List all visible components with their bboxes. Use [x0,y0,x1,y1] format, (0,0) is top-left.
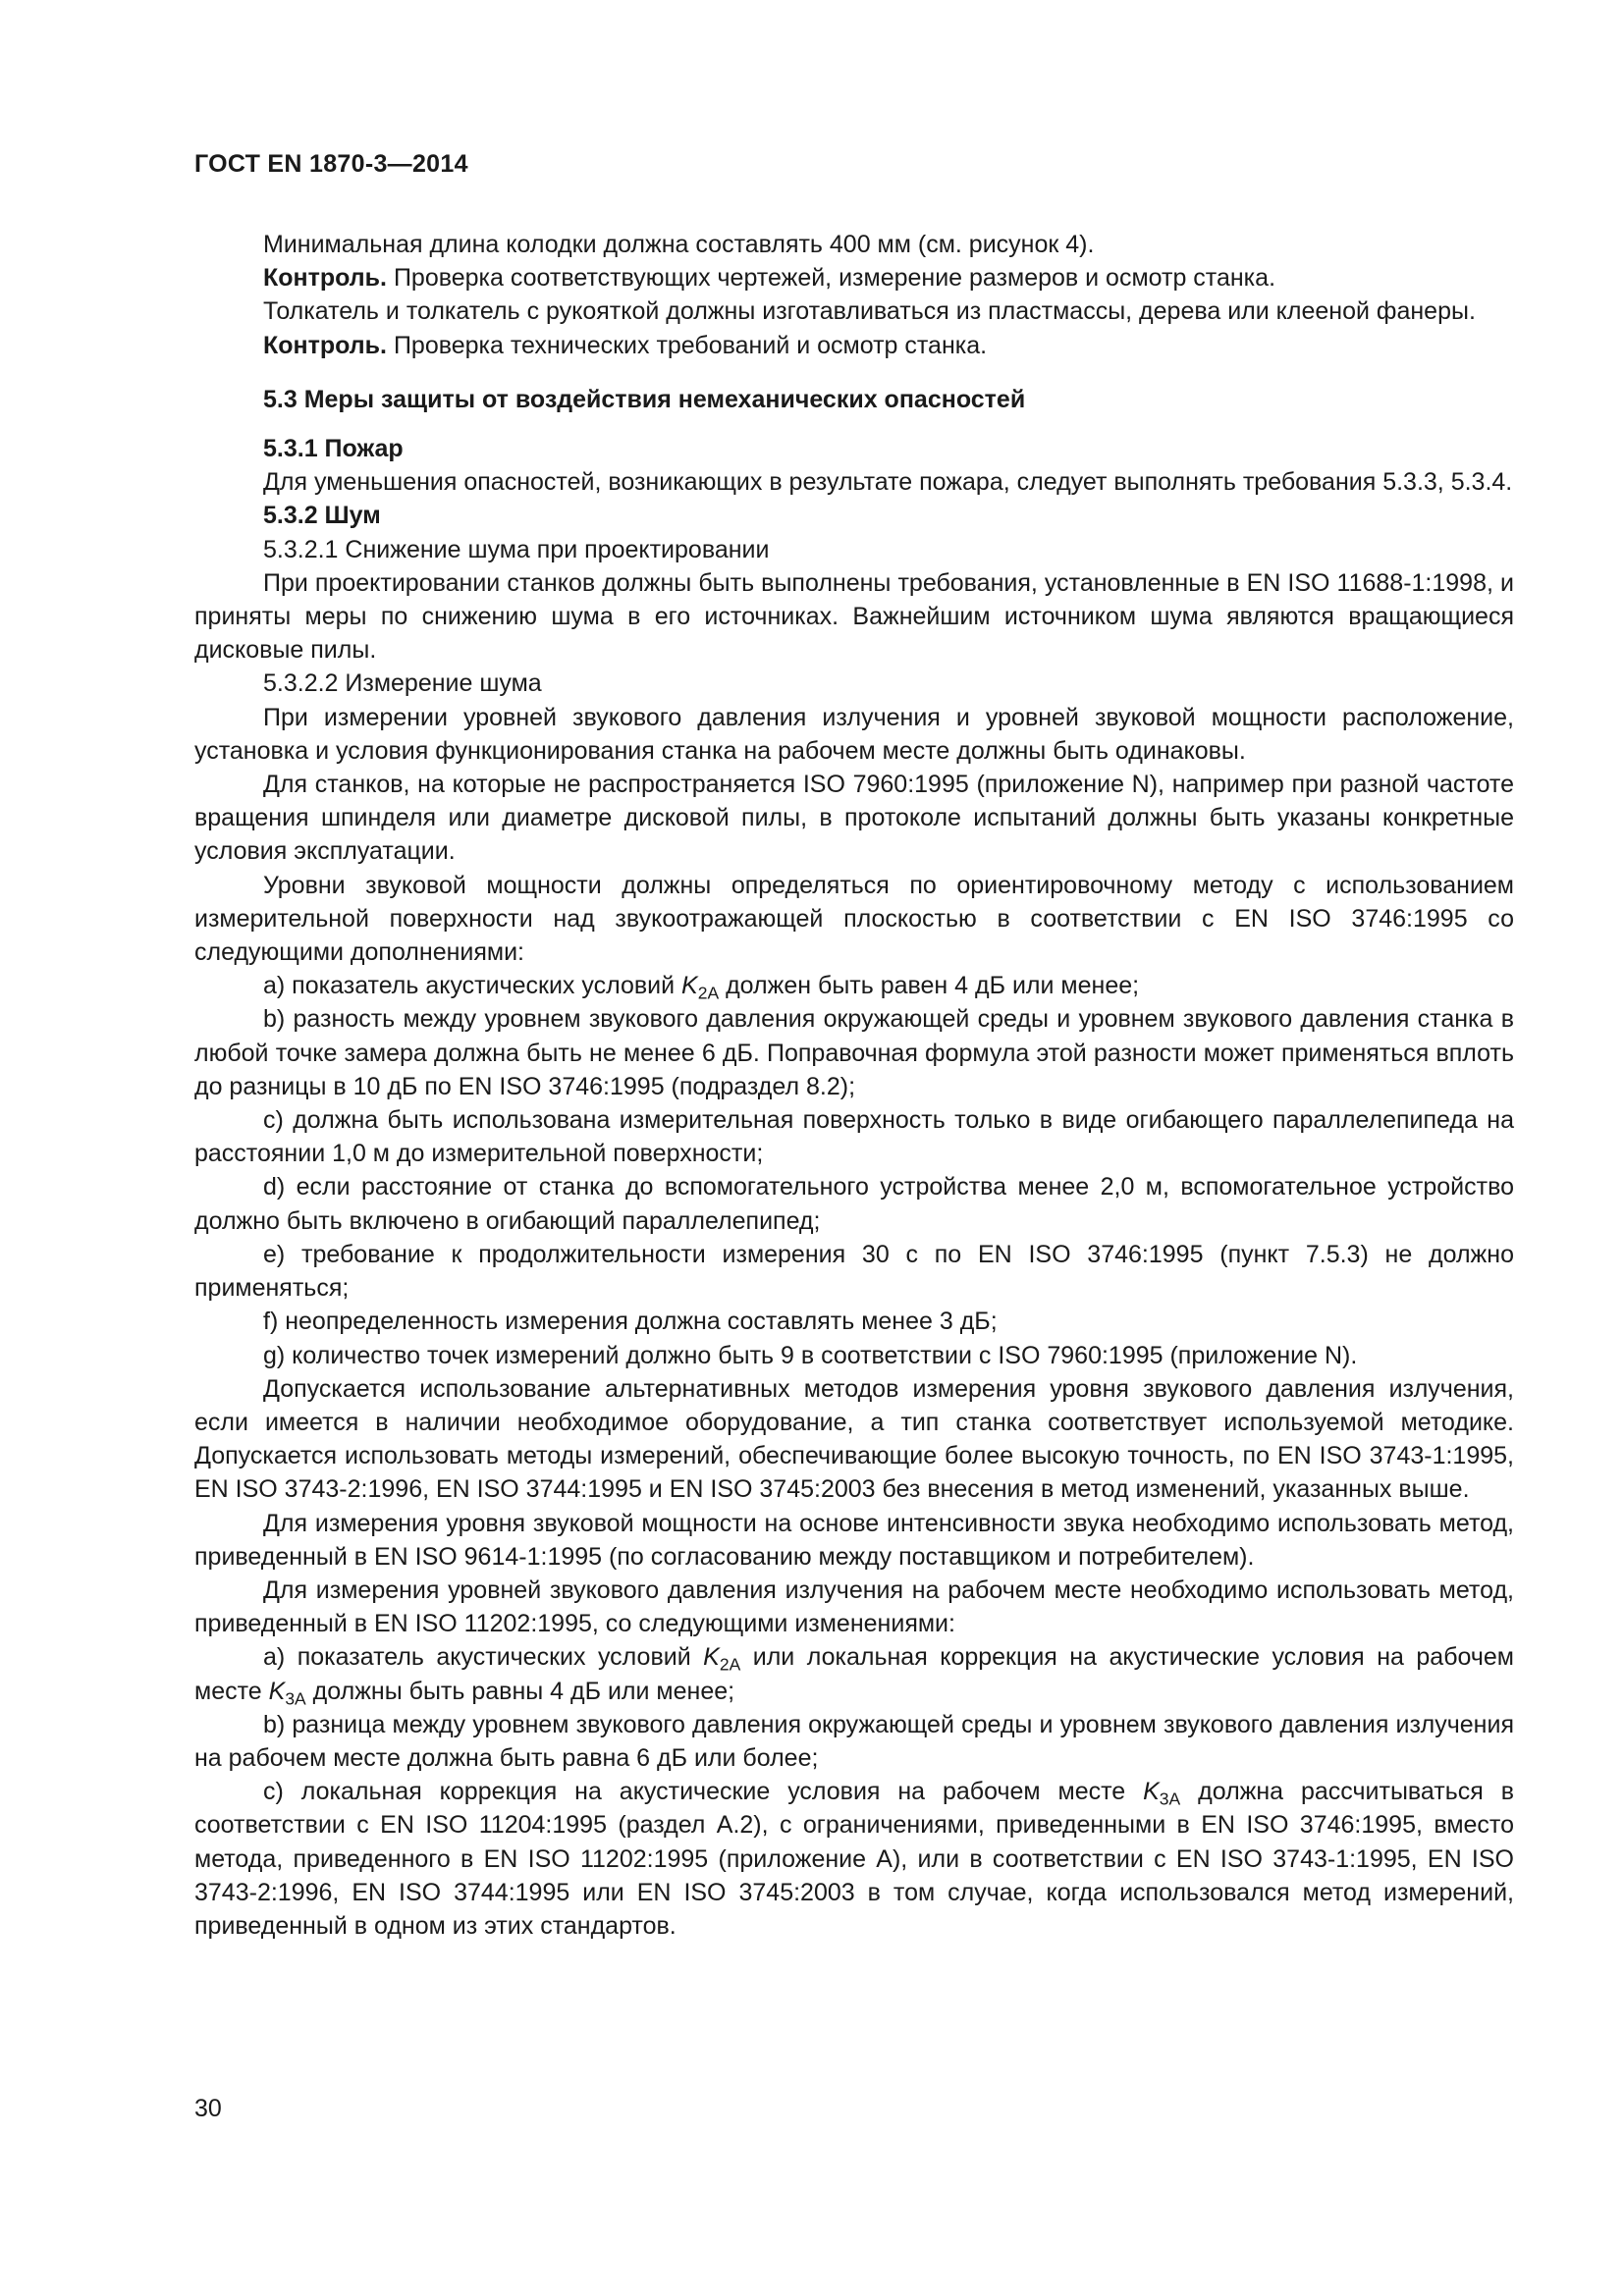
subsection-heading-5-3-2: 5.3.2 Шум [263,502,381,530]
paragraph: При измерении уровней звукового давления излучения и уровней звуковой мощности расположение, установка и условия функционирования станка на рабочем месте должны быть одинаковы. [194,703,1514,765]
list-item-g: g) количество точек измерений должно быть 9 в соответствии с ISO 7960:1995 (приложение N). [263,1341,1358,1369]
symbol-k3a: $K_{3A}$ [1143,1778,1181,1809]
list-item-c: c) локальная коррекция на акустические условия на рабочем месте $K_{3A}$ должна рассчитываться в соответствии с EN ISO 11204:1995 (раздел А.2), с ограничениями, приведенными в EN ISO 3746:1995, вместо метода, приведенного в EN ISO 11202:1995 (приложение А), или в соответствии с EN ISO 3743-1:1995, EN ISO 3743-2:1996, EN ISO 3744:1995 или EN ISO 3745:2003 в том случае, когда использовался метод измерений, приведенный в одном из этих стандартов. [194,1778,1514,1940]
paragraph [194,329,1514,362]
clause-heading-5-3-2-1: 5.3.2.1 Снижение шума при проектировании [263,535,770,563]
document-body [194,228,1514,1943]
paragraph: Для измерения уровня звуковой мощности на основе интенсивности звука необходимо использовать метод, приведенный в EN ISO 9614-1:1995 (по согласованию между поставщиком и потребителем). [194,1509,1514,1571]
paragraph-text: Проверка технических требований и осмотр станка. [393,331,988,359]
paragraph: Минимальная длина колодки должна составлять 400 мм (см. рисунок 4). [263,231,1095,258]
page-number: 30 [194,2095,222,2122]
subsection-heading-5-3-1: 5.3.1 Пожар [263,435,404,463]
control-label: Контроль. [263,331,387,359]
list-item-e: e) требование к продолжительности измерения 30 с по EN ISO 3746:1995 (пункт 7.5.3) не должно применяться; [194,1240,1514,1303]
paragraph: Для измерения уровней звукового давления излучения на рабочем месте необходимо использовать метод, приведенный в EN ISO 11202:1995, со следующими изменениями: [194,1575,1514,1638]
list-item-b: b) разность между уровнем звукового давления окружающей среды и уровнем звукового давления станка в любой точке замера должна быть не менее 6 дБ. Поправочная формула этой разности может применяться вплоть до разницы в 10 дБ по EN ISO 3746:1995 (подраздел 8.2); [194,1005,1514,1100]
list-item-b: b) разница между уровнем звукового давления окружающей среды и уровнем звукового давления излучения на рабочем месте должна быть равна 6 дБ или более; [194,1710,1514,1772]
paragraph [194,261,1514,294]
symbol-k2a: $K_{2A}$ [703,1643,741,1675]
paragraph: Толкатель и толкатель с рукояткой должны изготавливаться из пластмассы, дерева или клееной фанеры. [263,297,1476,326]
symbol-k2a: $K_{2A}$ [681,972,720,1003]
paragraph: При проектировании станков должны быть выполнены требования, установленные в EN ISO 11688-1:1998, и приняты меры по снижению шума в его источниках. Важнейшим источником шума являются вращающиеся дисковые пилы. [194,568,1514,665]
paragraph: Для уменьшения опасностей, возникающих в результате пожара, следует выполнять требования 5.3.3, 5.3.4. [263,468,1513,497]
document-header: ГОСТ EN 1870-3—2014 [194,150,468,178]
control-label: Контроль. [263,264,387,293]
paragraph: Для станков, на которые не распространяется ISO 7960:1995 (приложение N), например при разной частоте вращения шпинделя или диаметре дисковой пилы, в протоколе испытаний должны быть указаны конкретные условия эксплуатации. [194,771,1514,866]
symbol-k3a: $K_{3A}$ [268,1677,306,1708]
paragraph: Допускается использование альтернативных методов измерения уровня звукового давления излучения, если имеется в наличии необходимое оборудование, а тип станка соответствует используемой методике. Допускается использовать методы измерений, обеспечивающие более высокую точность, по EN ISO 3743-1:1995, EN ISO 3743-2:1996, EN ISO 3744:1995 и EN ISO 3745:2003 без внесения в метод изменений, указанных выше. [194,1374,1514,1504]
clause-heading-5-3-2-2: 5.3.2.2 Измерение шума [263,669,542,698]
list-item-a: a) показатель акустических условий $K_{2A}$ должен быть равен 4 дБ или менее; [263,972,1140,1003]
list-item-f: f) неопределенность измерения должна составлять менее 3 дБ; [263,1308,998,1336]
paragraph: Уровни звуковой мощности должны определяться по ориентировочному методу с использованием измерительной поверхности над звукоотражающей плоскостью в соответствии с EN ISO 3746:1995 со следующими дополнениями: [194,871,1514,967]
list-item-a: а) показатель акустических условий $K_{2A}$ или локальная коррекция на акустические условия на рабочем месте $K_{3A}$ должны быть равны 4 дБ или менее; [194,1643,1514,1708]
section-heading-5-3: 5.3 Меры защиты от воздействия немеханических опасностей [263,385,1026,413]
list-item-c: c) должна быть использована измерительная поверхность только в виде огибающего параллелепипеда на расстоянии 1,0 м до измерительной поверхности; [194,1106,1514,1168]
list-item-d: d) если расстояние от станка до вспомогательного устройства менее 2,0 м, вспомогательное устройство должно быть включено в огибающий параллелепипед; [194,1173,1514,1235]
paragraph-text: Проверка соответствующих чертежей, измерение размеров и осмотр станка. [393,264,1276,293]
